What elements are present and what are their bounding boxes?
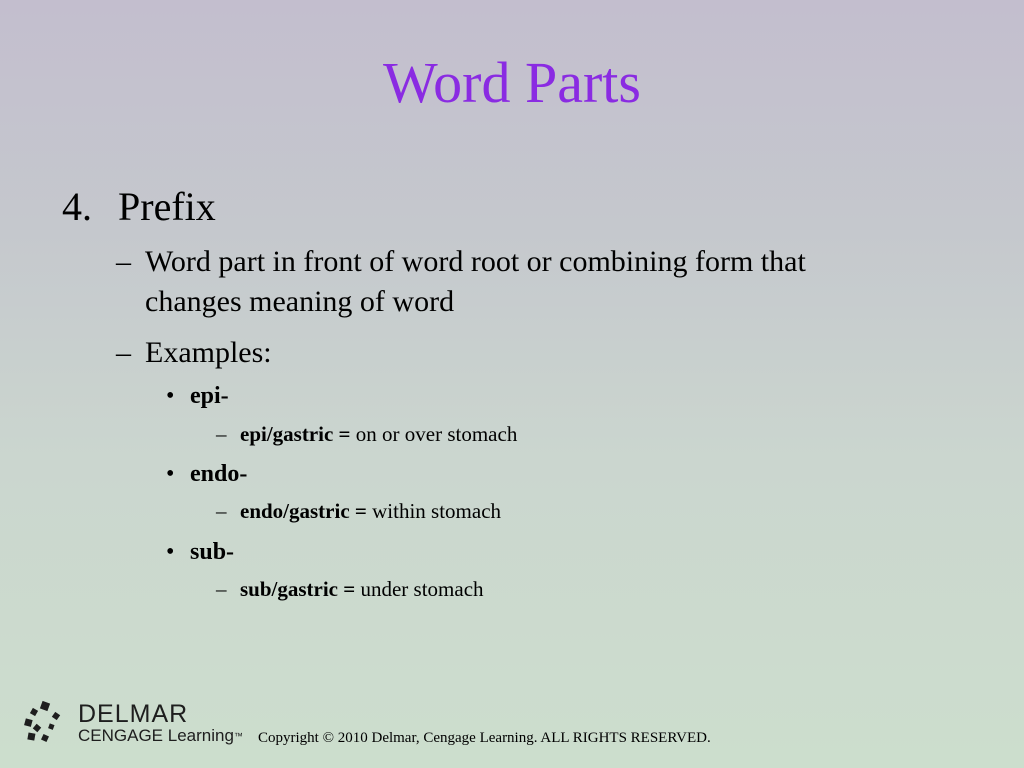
trademark-symbol: ™ [233, 731, 243, 741]
example-term: epi/gastric = [240, 422, 351, 446]
examples-marker: – [116, 336, 131, 369]
definition-marker: – [116, 245, 131, 278]
example-definition [240, 498, 501, 524]
example-definition [240, 421, 517, 447]
heading-number: 4. [62, 184, 92, 229]
logo-brand-name: DELMAR [78, 700, 189, 728]
example-term: endo/gastric = [240, 499, 367, 523]
example-prefix: epi- [190, 383, 229, 409]
examples-label: Examples: [145, 336, 272, 369]
example-term: sub/gastric = [240, 577, 356, 601]
example-bullet: • [166, 461, 175, 487]
logo-brand-subtitle-text: CENGAGE Learning [78, 726, 234, 745]
example-definition [240, 576, 484, 602]
logo-brand-subtitle [78, 726, 243, 746]
example-prefix: sub- [190, 539, 235, 565]
example-meaning: under stomach [355, 577, 484, 601]
delmar-cengage-logo [22, 700, 262, 750]
definition-line-1: Word part in front of word root or combining form that [145, 245, 806, 278]
example-sub-marker: – [216, 577, 227, 601]
delmar-logo-mark-icon [22, 700, 68, 746]
copyright-notice: Copyright © 2010 Delmar, Cengage Learning. ALL RIGHTS RESERVED. [258, 730, 711, 746]
slide-title: Word Parts [383, 50, 641, 115]
example-bullet: • [166, 383, 175, 409]
example-meaning: on or over stomach [350, 422, 518, 446]
example-meaning: within stomach [366, 499, 502, 523]
example-sub-marker: – [216, 499, 227, 523]
example-bullet: • [166, 539, 175, 565]
heading-text: Prefix [118, 184, 216, 229]
example-sub-marker: – [216, 422, 227, 446]
definition-line-2: changes meaning of word [145, 285, 455, 318]
example-prefix: endo- [190, 461, 248, 487]
